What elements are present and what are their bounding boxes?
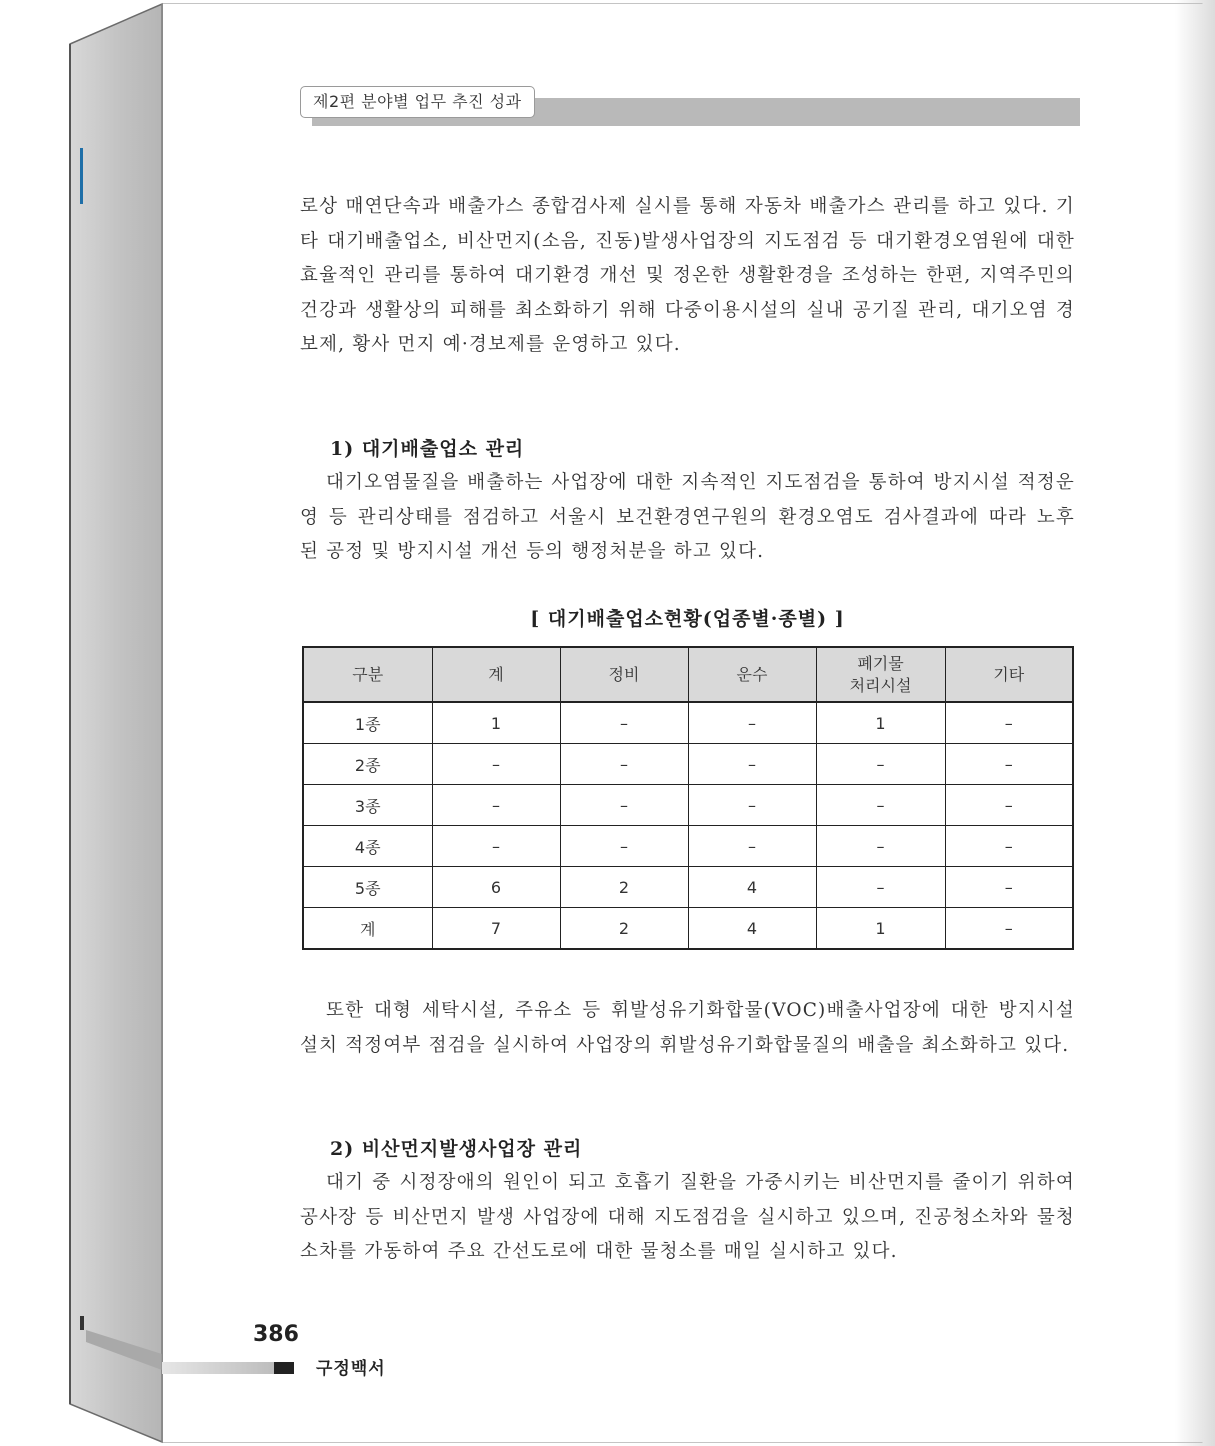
table-cell: 4 bbox=[688, 867, 816, 908]
header-cell-total: 계 bbox=[432, 647, 560, 702]
header-cell-transport: 운수 bbox=[688, 647, 816, 702]
table-title: [ 대기배출업소현황(업종별·종별) ] bbox=[530, 608, 845, 630]
header-cell-category: 구분 bbox=[303, 647, 432, 702]
section2-heading: 2) 비산먼지발생사업장 관리 bbox=[330, 1138, 583, 1160]
table-cell: 2 bbox=[560, 908, 688, 950]
spine-mark bbox=[80, 148, 83, 204]
table-cell: 2 bbox=[560, 867, 688, 908]
table-header-row bbox=[303, 647, 1073, 702]
table-cell: – bbox=[432, 744, 560, 785]
table-cell: – bbox=[432, 785, 560, 826]
header-cell-other: 기타 bbox=[945, 647, 1073, 702]
emission-facility-table bbox=[302, 646, 1074, 950]
table-cell: – bbox=[816, 867, 945, 908]
table-cell: 계 bbox=[303, 908, 432, 950]
table-cell: – bbox=[560, 702, 688, 744]
table-cell: 7 bbox=[432, 908, 560, 950]
table-cell: – bbox=[816, 785, 945, 826]
table-row bbox=[303, 702, 1073, 744]
table-cell: 1 bbox=[816, 908, 945, 950]
footer-bar bbox=[162, 1362, 274, 1374]
table-cell: – bbox=[945, 908, 1073, 950]
table-cell: – bbox=[945, 702, 1073, 744]
table-cell: 5종 bbox=[303, 867, 432, 908]
book-title: 구정백서 bbox=[316, 1359, 386, 1379]
table-cell: 3종 bbox=[303, 785, 432, 826]
table-cell: – bbox=[432, 826, 560, 867]
table-cell: 2종 bbox=[303, 744, 432, 785]
footer-block bbox=[274, 1362, 294, 1374]
header-cell-waste-facility: 폐기물 처리시설 bbox=[816, 647, 945, 702]
table-cell: 1 bbox=[816, 702, 945, 744]
table-cell: – bbox=[816, 744, 945, 785]
table-row bbox=[303, 785, 1073, 826]
chapter-tab: 제2편 분야별 업무 추진 성과 bbox=[300, 86, 535, 118]
section1-heading: 1) 대기배출업소 관리 bbox=[330, 438, 525, 460]
table-row bbox=[303, 867, 1073, 908]
table-cell: – bbox=[688, 785, 816, 826]
section2-paragraph: 대기 중 시정장애의 원인이 되고 호흡기 질환을 가중시키는 비산먼지를 줄이기 위하여 공사장 등 비산먼지 발생 사업장에 대해 지도점검을 실시하고 있으며, 진공청소차와 물청소차를 가동하여 주요 간선도로에 대한 물청소를 매일 실시하고 있다. bbox=[300, 1172, 1075, 1262]
table-cell: – bbox=[945, 785, 1073, 826]
section1-paragraph: 대기오염물질을 배출하는 사업장에 대한 지속적인 지도점검을 통하여 방지시설 적정운영 등 관리상태를 점검하고 서울시 보건환경연구원의 환경오염도 검사결과에 따라 노후 된 공정 및 방지시설 개선 등의 행정처분을 하고 있다. bbox=[300, 472, 1075, 562]
voc-paragraph: 또한 대형 세탁시설, 주유소 등 휘발성유기화합물(VOC)배출사업장에 대한 방지시설 설치 적정여부 점검을 실시하여 사업장의 휘발성유기화합물질의 배출을 최소화하고 있다. bbox=[300, 1000, 1075, 1056]
table-cell: – bbox=[816, 826, 945, 867]
table-cell: – bbox=[560, 744, 688, 785]
table-cell: – bbox=[945, 744, 1073, 785]
table-row-total bbox=[303, 908, 1073, 950]
table-cell: – bbox=[560, 785, 688, 826]
table-cell: 4 bbox=[688, 908, 816, 950]
table-cell: – bbox=[945, 826, 1073, 867]
table-cell: – bbox=[688, 702, 816, 744]
table-cell: 4종 bbox=[303, 826, 432, 867]
table-row bbox=[303, 744, 1073, 785]
table-cell: – bbox=[560, 826, 688, 867]
intro-paragraph: 로상 매연단속과 배출가스 종합검사제 실시를 통해 자동차 배출가스 관리를 하고 있다. 기타 대기배출업소, 비산먼지(소음, 진동)발생사업장의 지도점검 등 대기환경오염원에 대한 효율적인 관리를 통하여 대기환경 개선 및 정온한 생활환경을 조성하는 한편, 지역주민의 건강과 생활상의 피해를 최소화하기 위해 다중이용시설의 실내 공기질 관리, 대기오염 경보제, 황사 먼지 예·경보제를 운영하고 있다. bbox=[300, 196, 1075, 355]
page-number: 386 bbox=[253, 1322, 299, 1347]
table-row bbox=[303, 826, 1073, 867]
header-cell-maintenance: 정비 bbox=[560, 647, 688, 702]
table-cell: – bbox=[688, 826, 816, 867]
table-cell: 6 bbox=[432, 867, 560, 908]
table-cell: – bbox=[945, 867, 1073, 908]
table-cell: – bbox=[688, 744, 816, 785]
page-edge-shadow bbox=[1175, 0, 1215, 1446]
table-cell: 1 bbox=[432, 702, 560, 744]
table-cell: 1종 bbox=[303, 702, 432, 744]
